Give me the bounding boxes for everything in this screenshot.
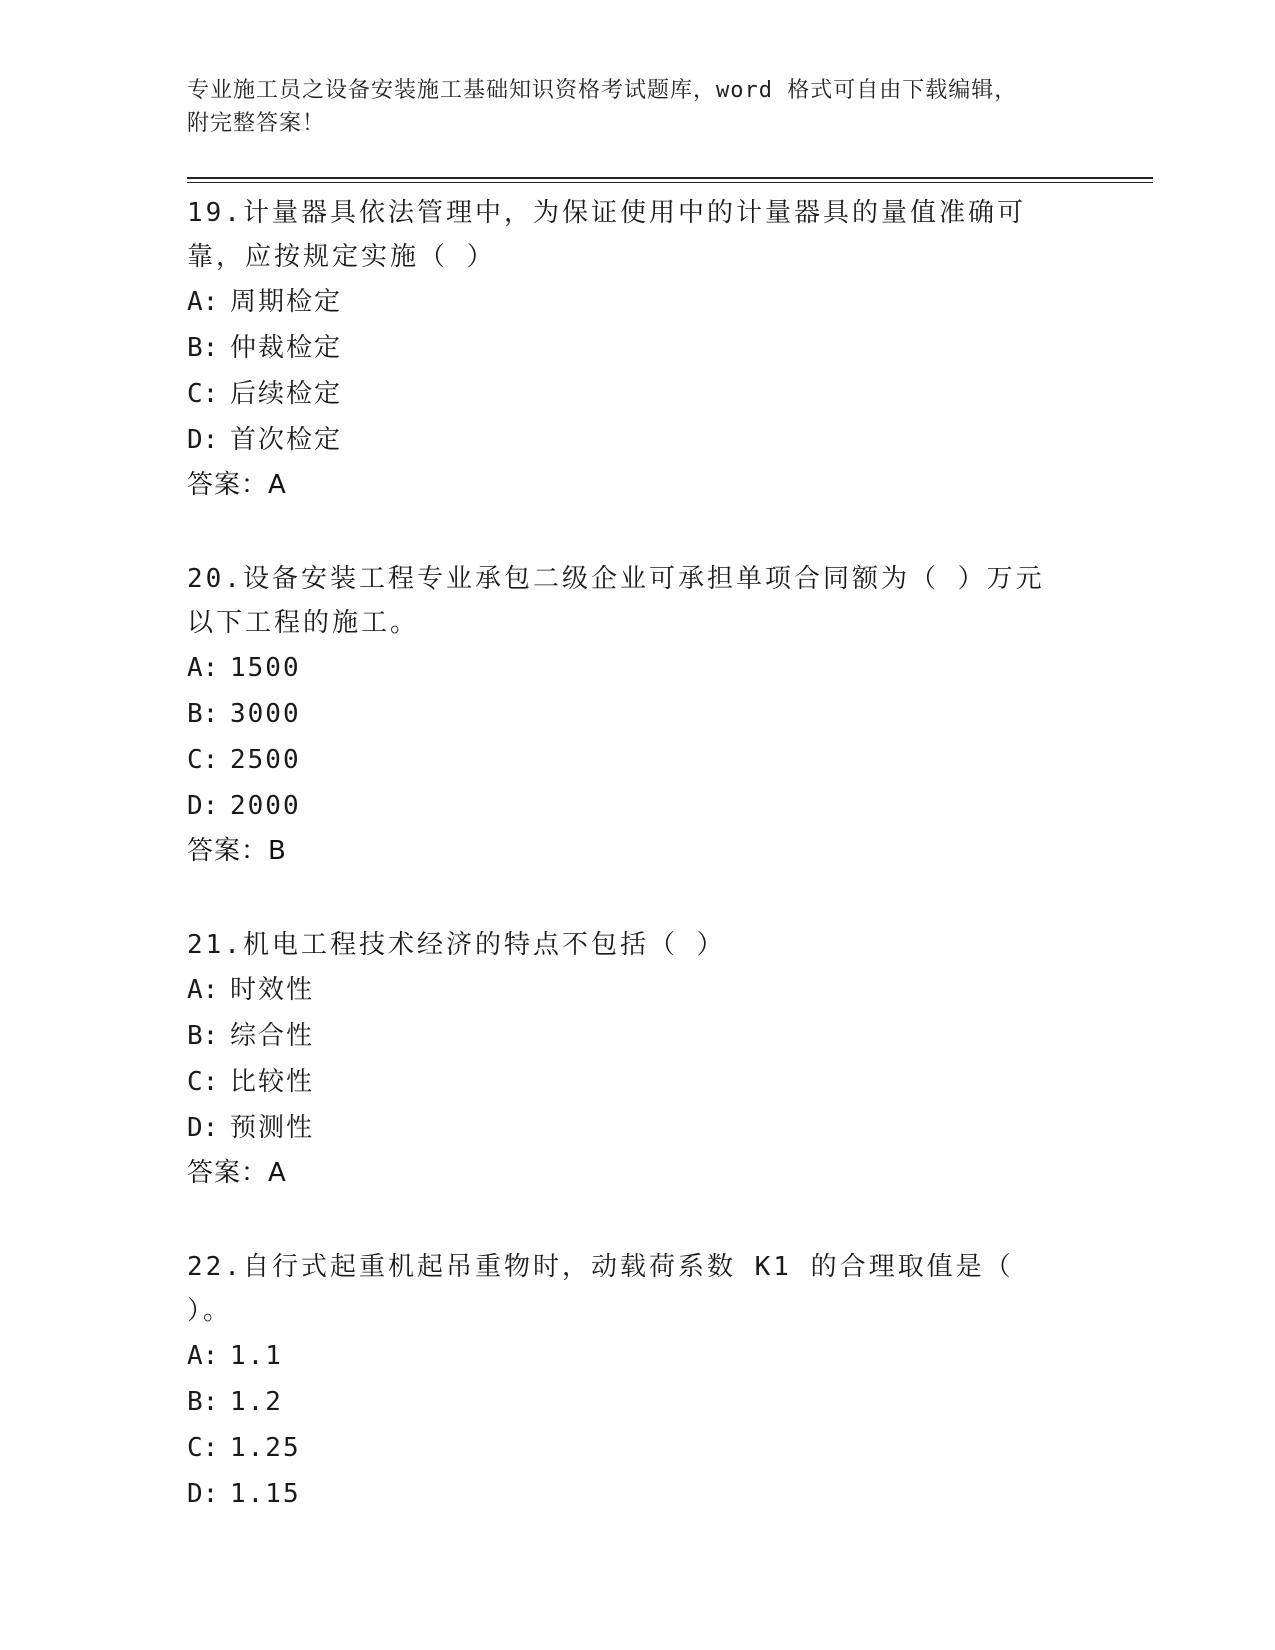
question-22 — [187, 1245, 1087, 1517]
option-text: 预测性 — [230, 1113, 315, 1143]
option-text: 后续检定 — [230, 379, 343, 409]
option-b — [187, 325, 1087, 371]
header-line-1: 专业施工员之设备安装施工基础知识资格考试题库，word 格式可自由下载编辑， — [187, 78, 1018, 103]
option-text: 1.15 — [230, 1479, 301, 1509]
option-key: B: — [187, 699, 219, 729]
option-key: C: — [187, 1433, 219, 1463]
answer-line: 答案：A — [187, 1158, 287, 1188]
option-key: C: — [187, 745, 219, 775]
option-d — [187, 1105, 1087, 1151]
option-d — [187, 1471, 1087, 1517]
option-key: A: — [187, 1341, 219, 1371]
option-text: 周期检定 — [230, 287, 343, 317]
option-text: 仲裁检定 — [230, 333, 343, 363]
document-header — [187, 74, 1107, 140]
option-c — [187, 1059, 1087, 1105]
option-c — [187, 371, 1087, 417]
option-key: A: — [187, 287, 219, 317]
option-text: 2500 — [230, 745, 301, 775]
option-a — [187, 1333, 1087, 1379]
question-stem: 20.设备安装工程专业承包二级企业可承担单项合同额为（ ）万元以下工程的施工。 — [187, 564, 1045, 638]
option-key: A: — [187, 653, 219, 683]
option-key: B: — [187, 333, 219, 363]
option-text: 比较性 — [230, 1067, 315, 1097]
option-text: 时效性 — [230, 975, 315, 1005]
option-a — [187, 967, 1087, 1013]
option-c — [187, 1425, 1087, 1471]
answer-line: 答案：B — [187, 836, 287, 866]
question-list — [187, 191, 1087, 1567]
option-text: 1.2 — [230, 1387, 283, 1417]
option-key: C: — [187, 1067, 219, 1097]
header-divider-thick — [187, 177, 1153, 179]
option-key: B: — [187, 1387, 219, 1417]
option-key: D: — [187, 1113, 219, 1143]
option-a — [187, 279, 1087, 325]
header-divider-thin — [187, 182, 1153, 183]
option-text: 2000 — [230, 791, 301, 821]
option-a — [187, 645, 1087, 691]
answer-line: 答案：A — [187, 470, 287, 500]
question-stem: 22.自行式起重机起吊重物时，动载荷系数 K1 的合理取值是（ ）。 — [187, 1252, 1014, 1326]
option-c — [187, 737, 1087, 783]
option-b — [187, 1379, 1087, 1425]
option-b — [187, 691, 1087, 737]
question-20 — [187, 557, 1087, 873]
option-text: 3000 — [230, 699, 301, 729]
question-stem: 21.机电工程技术经济的特点不包括（ ） — [187, 930, 726, 960]
option-b — [187, 1013, 1087, 1059]
option-key: B: — [187, 1021, 219, 1051]
header-line-2: 附完整答案！ — [187, 111, 326, 136]
option-d — [187, 417, 1087, 463]
option-key: C: — [187, 379, 219, 409]
option-text: 综合性 — [230, 1021, 315, 1051]
option-text: 1.25 — [230, 1433, 301, 1463]
option-text: 首次检定 — [230, 425, 343, 455]
option-text: 1.1 — [230, 1341, 283, 1371]
question-19 — [187, 191, 1087, 507]
option-key: D: — [187, 425, 219, 455]
question-21 — [187, 923, 1087, 1195]
option-text: 1500 — [230, 653, 301, 683]
option-key: D: — [187, 791, 219, 821]
option-key: A: — [187, 975, 219, 1005]
question-stem: 19.计量器具依法管理中，为保证使用中的计量器具的量值准确可靠，应按规定实施（ ） — [187, 198, 1026, 272]
option-key: D: — [187, 1479, 219, 1509]
option-d — [187, 783, 1087, 829]
